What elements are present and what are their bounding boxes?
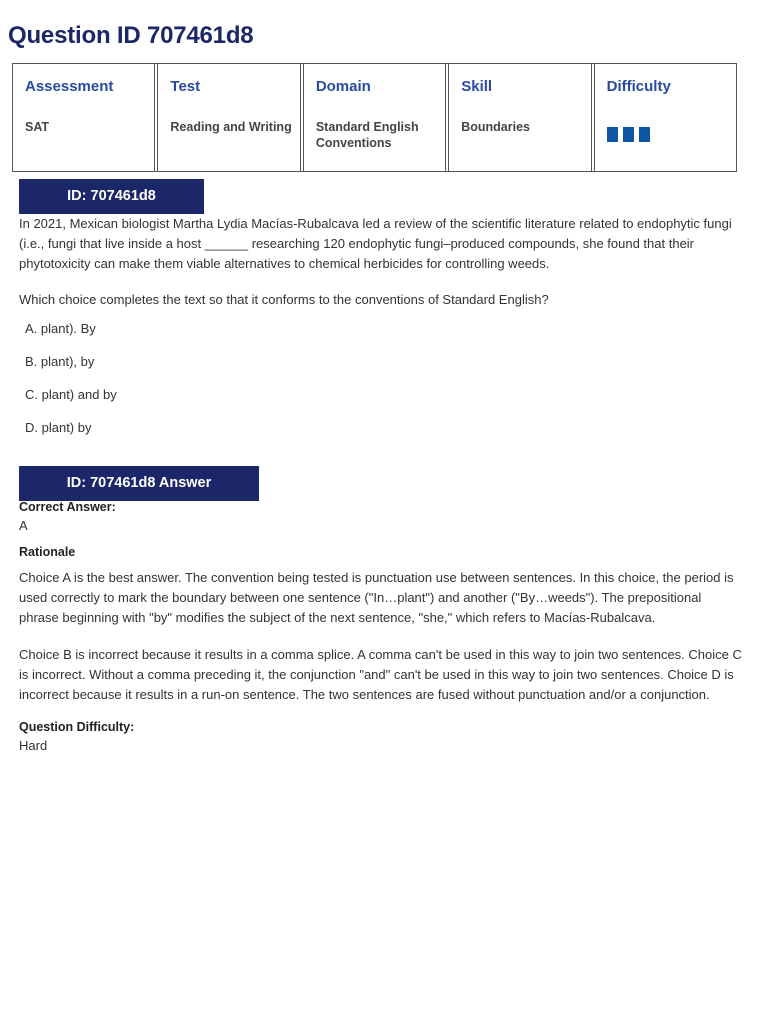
question-difficulty-label: Question Difficulty: xyxy=(19,720,135,734)
meta-col-assessment xyxy=(13,64,155,171)
answer-choice-c[interactable]: C. plant) and by xyxy=(25,387,117,402)
meta-value-test: Reading and Writing xyxy=(170,120,292,134)
question-difficulty-value: Hard xyxy=(19,738,48,753)
meta-header-assessment: Assessment xyxy=(25,78,114,95)
meta-col-domain xyxy=(303,64,446,171)
meta-value-assessment: SAT xyxy=(25,120,50,134)
answer-id-banner: ID: 707461d8 Answer xyxy=(19,466,259,501)
meta-value-domain-line2: Conventions xyxy=(315,136,392,150)
correct-answer-label: Correct Answer: xyxy=(19,500,116,514)
answer-choice-a[interactable]: A. plant). By xyxy=(25,321,96,336)
rationale-heading: Rationale xyxy=(19,545,76,559)
question-prompt: Which choice completes the text so that it conforms to the conventions of Standard English? xyxy=(19,292,549,307)
meta-value-domain xyxy=(316,119,445,151)
correct-answer-value: A xyxy=(19,518,28,533)
meta-header-test: Test xyxy=(170,78,201,95)
meta-col-test xyxy=(157,64,300,171)
answer-choice-b[interactable]: B. plant), by xyxy=(25,354,95,369)
meta-value-skill: Boundaries xyxy=(461,120,530,134)
question-id-banner: ID: 707461d8 xyxy=(19,179,204,214)
difficulty-bar xyxy=(639,127,650,142)
difficulty-bar xyxy=(623,127,634,142)
answer-choice-d[interactable]: D. plant) by xyxy=(25,420,92,435)
meta-col-difficulty xyxy=(594,64,736,171)
page-title: Question ID 707461d8 xyxy=(8,22,254,49)
question-passage: In 2021, Mexican biologist Martha Lydia Macías-Rubalcava led a review of the scientific literature related to endophytic fungi (i.e., fungi that live inside a host ______ researching 120 endophytic fungi–produced compounds, she found that their phytotoxicity can make them viable alternatives to chemical herbicides for controlling weeds. xyxy=(19,216,732,271)
meta-header-domain: Domain xyxy=(315,78,371,95)
meta-header-skill: Skill xyxy=(461,78,493,95)
meta-header-difficulty: Difficulty xyxy=(606,78,671,95)
meta-value-domain-line1: Standard English xyxy=(315,120,419,134)
rationale-paragraph-2: Choice B is incorrect because it results in a comma splice. A comma can't be used in this way to join two sentences. Choice C is incorrect. Without a comma preceding it, the conjunction "and" can't be used in this way to join two sentences. Choice D is incorrect because it results in a run-on sentence. The two sentences are fused without punctuation and/or a conjunction. xyxy=(19,647,742,702)
rationale-paragraph-1: Choice A is the best answer. The convention being tested is punctuation use between sentences. In this choice, the period is used correctly to mark the boundary between one sentence ("In…plant") and another ("By…weeds"). The prepositional phrase beginning with "by" modifies the subject of the next sentence, "she," which refers to Macías-Rubalcava. xyxy=(19,570,734,625)
difficulty-bar xyxy=(607,127,618,142)
difficulty-indicator xyxy=(607,127,736,142)
question-meta-table xyxy=(12,63,737,172)
meta-col-skill xyxy=(448,64,591,171)
